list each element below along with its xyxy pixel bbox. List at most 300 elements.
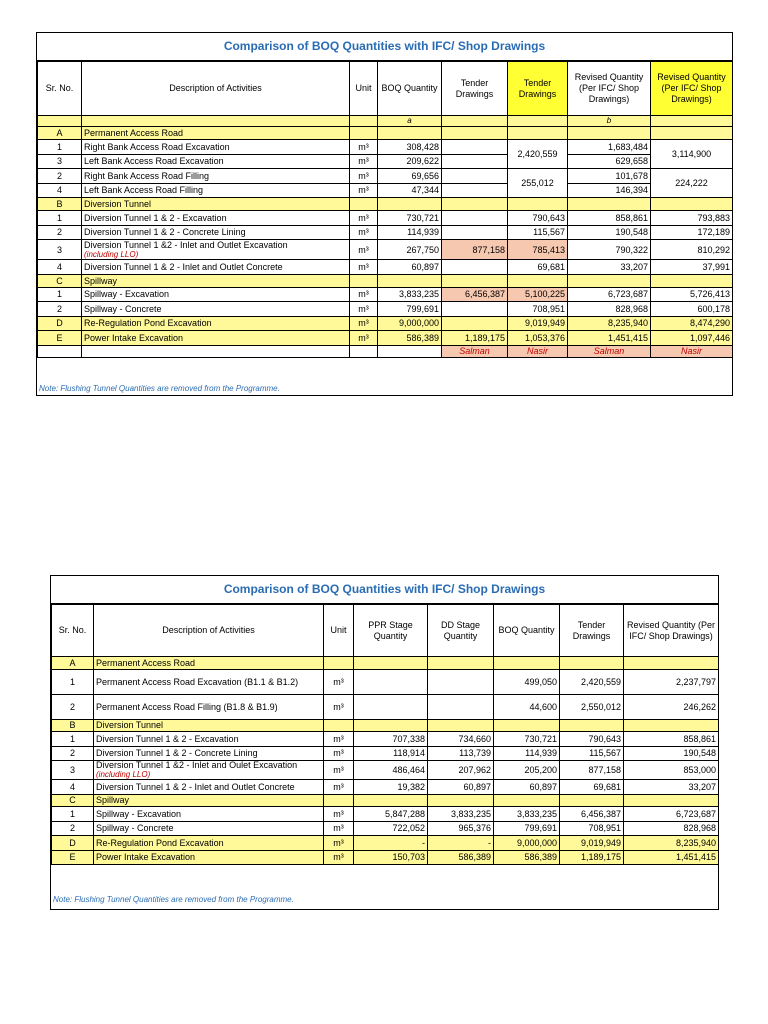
empty-cell xyxy=(508,274,568,287)
table-row xyxy=(52,694,719,719)
col-header: Revised Quantity (Per IFC/ Shop Drawings) xyxy=(624,605,719,657)
tender-drawings: 6,456,387 xyxy=(560,807,624,822)
col-header: Unit xyxy=(324,605,354,657)
activity-text: Spillway - Concrete xyxy=(84,303,162,314)
boq-quantity: 69,656 xyxy=(378,169,442,184)
boq-quantity: 799,691 xyxy=(494,821,560,836)
boq-quantity: 499,050 xyxy=(494,669,560,694)
unit-cell: m³ xyxy=(350,260,378,275)
table-row xyxy=(52,821,719,836)
tender-drawings xyxy=(442,260,508,275)
revised-quantity-2: 600,178 xyxy=(651,302,733,317)
activity-text: Right Bank Access Road Filling xyxy=(84,170,210,181)
activity-description xyxy=(82,169,350,184)
sr-no: 2 xyxy=(38,302,82,317)
dd-stage-quantity: 734,660 xyxy=(428,732,494,747)
ppr-stage-quantity xyxy=(354,694,428,719)
footnote: Note: Flushing Tunnel Quantities are removed from the Programme. xyxy=(53,895,294,904)
empty-cell xyxy=(494,657,560,670)
activity-text: Power Intake Excavation xyxy=(84,332,184,343)
activity-description xyxy=(94,807,324,822)
table-row xyxy=(52,780,719,795)
revised-quantity: 8,235,940 xyxy=(624,836,719,851)
tender-drawings: 115,567 xyxy=(560,746,624,761)
ppr-stage-quantity: 5,847,288 xyxy=(354,807,428,822)
col-letter-a: a xyxy=(378,116,442,127)
table-row xyxy=(52,669,719,694)
boq-quantity: 9,000,000 xyxy=(494,836,560,851)
revised-quantity: 8,235,940 xyxy=(568,316,651,331)
col-header: Sr. No. xyxy=(38,62,82,116)
section-row xyxy=(52,657,719,670)
empty-cell xyxy=(442,127,508,140)
ppr-stage-quantity: 722,052 xyxy=(354,821,428,836)
sr-no: D xyxy=(38,316,82,331)
unit-cell: m³ xyxy=(350,287,378,302)
empty-cell xyxy=(568,198,651,211)
activity-text: Diversion Tunnel 1 & 2 - Inlet and Outlet Concrete xyxy=(84,261,283,272)
sheet-title: Comparison of BOQ Quantities with IFC/ Shop Drawings xyxy=(51,576,718,604)
activity-text: Permanent Access Road Filling (B1.8 & B1.9) xyxy=(96,701,278,712)
boq-quantity: 3,833,235 xyxy=(494,807,560,822)
empty-cell xyxy=(350,127,378,140)
col-header: Description of Activities xyxy=(94,605,324,657)
table-row xyxy=(52,836,719,851)
activity-text: Diversion Tunnel 1 &2 - Inlet and Outlet Excavation xyxy=(84,239,288,250)
activity-description xyxy=(94,746,324,761)
signatory-name: Nasir xyxy=(508,345,568,357)
sr-no: 1 xyxy=(52,669,94,694)
table-row xyxy=(38,260,733,275)
unit-cell: m³ xyxy=(350,331,378,346)
sr-no: 3 xyxy=(38,240,82,260)
table-row xyxy=(52,732,719,747)
boq-quantity: 114,939 xyxy=(378,225,442,240)
tender-drawings-2: 255,012 xyxy=(508,169,568,198)
sr-no: E xyxy=(52,850,94,865)
tender-drawings: 9,019,949 xyxy=(560,836,624,851)
activity-text: Re-Regulation Pond Excavation xyxy=(84,318,212,329)
activity-description xyxy=(82,260,350,275)
dd-stage-quantity xyxy=(428,694,494,719)
sr-no: E xyxy=(38,331,82,346)
signatory-row xyxy=(38,345,733,357)
col-header: PPR Stage Quantity xyxy=(354,605,428,657)
revised-quantity-2: 793,883 xyxy=(651,211,733,226)
tender-drawings: 6,456,387 xyxy=(442,287,508,302)
activity-description xyxy=(82,211,350,226)
tender-drawings-2: 69,681 xyxy=(508,260,568,275)
tender-drawings-2: 1,053,376 xyxy=(508,331,568,346)
boq-quantity: 799,691 xyxy=(378,302,442,317)
activity-text: Re-Regulation Pond Excavation xyxy=(96,837,224,848)
activity-text: Spillway - Concrete xyxy=(96,823,174,834)
empty-cell xyxy=(624,657,719,670)
col-header: Tender Drawings xyxy=(442,62,508,116)
activity-text: Spillway - Excavation xyxy=(84,289,170,300)
boq-quantity: 730,721 xyxy=(378,211,442,226)
empty-cell xyxy=(378,198,442,211)
activity-description xyxy=(82,302,350,317)
boq-quantity: 586,389 xyxy=(494,850,560,865)
boq-comparison-sheet-2 xyxy=(50,575,719,910)
tender-drawings xyxy=(442,225,508,240)
boq-quantity: 205,200 xyxy=(494,761,560,780)
activity-note: (including LLO) xyxy=(96,770,151,779)
tender-drawings: 1,189,175 xyxy=(442,331,508,346)
empty-cell xyxy=(428,657,494,670)
boq-comparison-sheet-1 xyxy=(36,32,733,396)
sr-no: 2 xyxy=(52,746,94,761)
activity-text: Right Bank Access Road Excavation xyxy=(84,141,230,152)
empty-cell xyxy=(651,198,733,211)
table-row xyxy=(52,761,719,780)
unit-cell: m³ xyxy=(350,316,378,331)
activity-description xyxy=(82,316,350,331)
sr-no: 1 xyxy=(38,211,82,226)
empty-cell xyxy=(442,198,508,211)
table-row xyxy=(38,316,733,331)
header-row xyxy=(38,62,733,116)
tender-drawings xyxy=(442,211,508,226)
table-row xyxy=(38,225,733,240)
unit-cell: m³ xyxy=(350,154,378,169)
boq-quantity: 9,000,000 xyxy=(378,316,442,331)
tender-drawings-2: 9,019,949 xyxy=(508,316,568,331)
empty-cell xyxy=(494,794,560,807)
dd-stage-quantity: 113,739 xyxy=(428,746,494,761)
signatory-name: Nasir xyxy=(651,345,733,357)
empty-cell xyxy=(378,345,442,357)
tender-drawings xyxy=(442,169,508,184)
activity-description xyxy=(94,694,324,719)
empty-cell xyxy=(378,274,442,287)
section-row xyxy=(38,127,733,140)
empty-cell xyxy=(651,274,733,287)
table-row xyxy=(52,850,719,865)
boq-quantity: 60,897 xyxy=(494,780,560,795)
revised-quantity: 33,207 xyxy=(624,780,719,795)
activity-note: (including LLO) xyxy=(84,249,139,259)
activity-description xyxy=(82,331,350,346)
section-title: Diversion Tunnel xyxy=(94,719,324,732)
unit-cell: m³ xyxy=(324,746,354,761)
empty-cell xyxy=(624,719,719,732)
activity-text: Left Bank Access Road Filling xyxy=(84,185,204,196)
tender-drawings-2: 115,567 xyxy=(508,225,568,240)
sr-no: 2 xyxy=(52,821,94,836)
unit-cell: m³ xyxy=(324,732,354,747)
signatory-name: Salman xyxy=(442,345,508,357)
boq-quantity: 586,389 xyxy=(378,331,442,346)
tender-drawings xyxy=(442,302,508,317)
revised-quantity: 1,451,415 xyxy=(624,850,719,865)
empty-cell xyxy=(324,794,354,807)
boq-table-2 xyxy=(51,604,719,865)
revised-quantity: 2,237,797 xyxy=(624,669,719,694)
sr-no: 2 xyxy=(38,225,82,240)
sr-no: 3 xyxy=(52,761,94,780)
revised-quantity: 1,451,415 xyxy=(568,331,651,346)
unit-cell: m³ xyxy=(350,240,378,260)
revised-quantity-2: 5,726,413 xyxy=(651,287,733,302)
unit-cell: m³ xyxy=(324,694,354,719)
revised-quantity: 853,000 xyxy=(624,761,719,780)
empty-cell xyxy=(560,794,624,807)
table-row xyxy=(52,807,719,822)
empty-cell xyxy=(324,657,354,670)
empty-cell xyxy=(428,719,494,732)
tender-drawings-2: 790,643 xyxy=(508,211,568,226)
empty-cell xyxy=(560,657,624,670)
empty-cell xyxy=(508,127,568,140)
tender-drawings-2: 2,420,559 xyxy=(508,140,568,169)
table-row xyxy=(38,302,733,317)
revised-quantity: 6,723,687 xyxy=(624,807,719,822)
boq-quantity: 3,833,235 xyxy=(378,287,442,302)
empty-cell xyxy=(568,274,651,287)
revised-quantity-2: 810,292 xyxy=(651,240,733,260)
activity-description xyxy=(82,154,350,169)
revised-quantity: 858,861 xyxy=(624,732,719,747)
tender-drawings: 69,681 xyxy=(560,780,624,795)
boq-quantity: 44,600 xyxy=(494,694,560,719)
sheet-title: Comparison of BOQ Quantities with IFC/ Shop Drawings xyxy=(37,33,732,61)
revised-quantity: 828,968 xyxy=(624,821,719,836)
ppr-stage-quantity: 486,464 xyxy=(354,761,428,780)
boq-quantity: 209,622 xyxy=(378,154,442,169)
dd-stage-quantity: 586,389 xyxy=(428,850,494,865)
unit-cell: m³ xyxy=(350,140,378,155)
tender-drawings xyxy=(442,154,508,169)
activity-description xyxy=(94,669,324,694)
empty-cell xyxy=(354,719,428,732)
col-header: Sr. No. xyxy=(52,605,94,657)
section-title: Permanent Access Road xyxy=(94,657,324,670)
revised-quantity-2: 172,189 xyxy=(651,225,733,240)
sr-no: 4 xyxy=(38,183,82,198)
tender-drawings: 1,189,175 xyxy=(560,850,624,865)
table-row xyxy=(38,183,733,198)
activity-text: Left Bank Access Road Excavation xyxy=(84,156,224,167)
activity-description xyxy=(82,225,350,240)
revised-quantity: 790,322 xyxy=(568,240,651,260)
empty-cell xyxy=(568,127,651,140)
signatory-name: Salman xyxy=(568,345,651,357)
revised-quantity-2: 224,222 xyxy=(651,169,733,198)
table-row xyxy=(38,331,733,346)
table-row xyxy=(52,746,719,761)
dd-stage-quantity: 60,897 xyxy=(428,780,494,795)
table-row xyxy=(38,169,733,184)
unit-cell: m³ xyxy=(324,761,354,780)
empty-cell xyxy=(38,345,82,357)
tender-drawings-2: 5,100,225 xyxy=(508,287,568,302)
activity-description xyxy=(94,836,324,851)
boq-quantity: 47,344 xyxy=(378,183,442,198)
sr-no: 4 xyxy=(52,780,94,795)
activity-description xyxy=(82,183,350,198)
sr-no: 1 xyxy=(52,732,94,747)
section-title: Spillway xyxy=(94,794,324,807)
empty-cell xyxy=(350,274,378,287)
section-row xyxy=(52,719,719,732)
empty-cell xyxy=(428,794,494,807)
empty-cell xyxy=(354,794,428,807)
col-header: Unit xyxy=(350,62,378,116)
ppr-stage-quantity xyxy=(354,669,428,694)
unit-cell: m³ xyxy=(350,302,378,317)
unit-cell: m³ xyxy=(324,807,354,822)
unit-cell: m³ xyxy=(324,836,354,851)
activity-text: Permanent Access Road Excavation (B1.1 & B1.2) xyxy=(96,676,299,687)
col-header: Revised Quantity (Per IFC/ Shop Drawings) xyxy=(651,62,733,116)
activity-description xyxy=(94,761,324,780)
activity-description xyxy=(82,140,350,155)
ppr-stage-quantity: - xyxy=(354,836,428,851)
revised-quantity: 146,394 xyxy=(568,183,651,198)
revised-quantity-2: 37,991 xyxy=(651,260,733,275)
revised-quantity-2: 8,474,290 xyxy=(651,316,733,331)
revised-quantity: 858,861 xyxy=(568,211,651,226)
boq-quantity: 267,750 xyxy=(378,240,442,260)
empty-cell xyxy=(651,127,733,140)
col-header: Description of Activities xyxy=(82,62,350,116)
section-row xyxy=(38,198,733,211)
empty-cell xyxy=(324,719,354,732)
empty-cell xyxy=(494,719,560,732)
tender-drawings: 2,550,012 xyxy=(560,694,624,719)
table-row xyxy=(38,154,733,169)
activity-text: Diversion Tunnel 1 &2 - Inlet and Oulet Excavation xyxy=(96,760,298,770)
sr-no: A xyxy=(52,657,94,670)
revised-quantity: 828,968 xyxy=(568,302,651,317)
revised-quantity-2: 1,097,446 xyxy=(651,331,733,346)
sr-no: 1 xyxy=(52,807,94,822)
tender-drawings-2: 708,951 xyxy=(508,302,568,317)
empty-cell xyxy=(378,127,442,140)
activity-description xyxy=(94,850,324,865)
unit-cell: m³ xyxy=(350,183,378,198)
activity-text: Diversion Tunnel 1 & 2 - Concrete Lining xyxy=(84,227,246,238)
unit-cell: m³ xyxy=(350,225,378,240)
col-header: Tender Drawings xyxy=(560,605,624,657)
unit-cell: m³ xyxy=(324,669,354,694)
empty-cell xyxy=(350,345,378,357)
section-title: Spillway xyxy=(82,274,350,287)
col-header: Tender Drawings xyxy=(508,62,568,116)
revised-quantity: 190,548 xyxy=(568,225,651,240)
dd-stage-quantity: 207,962 xyxy=(428,761,494,780)
sr-no: B xyxy=(38,198,82,211)
section-title: Permanent Access Road xyxy=(82,127,350,140)
dd-stage-quantity: 3,833,235 xyxy=(428,807,494,822)
tender-drawings: 790,643 xyxy=(560,732,624,747)
empty-cell xyxy=(624,794,719,807)
tender-drawings: 2,420,559 xyxy=(560,669,624,694)
table-row xyxy=(38,211,733,226)
header-row xyxy=(52,605,719,657)
table-row xyxy=(38,240,733,260)
tender-drawings: 877,158 xyxy=(442,240,508,260)
revised-quantity: 6,723,687 xyxy=(568,287,651,302)
boq-table-1 xyxy=(37,61,733,358)
sr-no: 1 xyxy=(38,140,82,155)
activity-text: Diversion Tunnel 1 & 2 - Concrete Lining xyxy=(96,748,258,759)
sr-no: D xyxy=(52,836,94,851)
ppr-stage-quantity: 707,338 xyxy=(354,732,428,747)
col-header: BOQ Quantity xyxy=(378,62,442,116)
col-header: DD Stage Quantity xyxy=(428,605,494,657)
col-letter-b: b xyxy=(568,116,651,127)
activity-description xyxy=(82,240,350,260)
col-header: BOQ Quantity xyxy=(494,605,560,657)
section-row xyxy=(52,794,719,807)
empty-cell xyxy=(350,198,378,211)
activity-description xyxy=(82,287,350,302)
section-title: Diversion Tunnel xyxy=(82,198,350,211)
footnote: Note: Flushing Tunnel Quantities are removed from the Programme. xyxy=(39,384,280,393)
unit-cell: m³ xyxy=(350,169,378,184)
tender-drawings xyxy=(442,316,508,331)
sr-no: 2 xyxy=(52,694,94,719)
col-header: Revised Quantity (Per IFC/ Shop Drawings) xyxy=(568,62,651,116)
sr-no: C xyxy=(38,274,82,287)
revised-quantity-2: 3,114,900 xyxy=(651,140,733,169)
unit-cell: m³ xyxy=(324,850,354,865)
empty-cell xyxy=(82,345,350,357)
activity-text: Diversion Tunnel 1 & 2 - Excavation xyxy=(84,212,227,223)
tender-drawings: 877,158 xyxy=(560,761,624,780)
revised-quantity: 101,678 xyxy=(568,169,651,184)
ppr-stage-quantity: 19,382 xyxy=(354,780,428,795)
unit-cell: m³ xyxy=(350,211,378,226)
empty-cell xyxy=(354,657,428,670)
boq-quantity: 114,939 xyxy=(494,746,560,761)
boq-quantity: 308,428 xyxy=(378,140,442,155)
revised-quantity: 246,262 xyxy=(624,694,719,719)
dd-stage-quantity xyxy=(428,669,494,694)
sr-no: 4 xyxy=(38,260,82,275)
unit-cell: m³ xyxy=(324,821,354,836)
sr-no: B xyxy=(52,719,94,732)
revised-quantity: 1,683,484 xyxy=(568,140,651,155)
boq-quantity: 60,897 xyxy=(378,260,442,275)
revised-quantity: 629,658 xyxy=(568,154,651,169)
section-row xyxy=(38,274,733,287)
ppr-stage-quantity: 118,914 xyxy=(354,746,428,761)
empty-cell xyxy=(560,719,624,732)
sr-no: C xyxy=(52,794,94,807)
tender-drawings-2: 785,413 xyxy=(508,240,568,260)
sr-no: 1 xyxy=(38,287,82,302)
tender-drawings xyxy=(442,183,508,198)
tender-drawings: 708,951 xyxy=(560,821,624,836)
revised-quantity: 33,207 xyxy=(568,260,651,275)
dd-stage-quantity: - xyxy=(428,836,494,851)
activity-text: Diversion Tunnel 1 & 2 - Inlet and Outlet Concrete xyxy=(96,781,295,792)
activity-text: Power Intake Excavation xyxy=(96,852,196,863)
activity-description xyxy=(94,821,324,836)
activity-description xyxy=(94,732,324,747)
activity-text: Spillway - Excavation xyxy=(96,808,182,819)
empty-cell xyxy=(508,198,568,211)
unit-cell: m³ xyxy=(324,780,354,795)
revised-quantity: 190,548 xyxy=(624,746,719,761)
tender-drawings xyxy=(442,140,508,155)
activity-description xyxy=(94,780,324,795)
activity-text: Diversion Tunnel 1 & 2 - Excavation xyxy=(96,733,239,744)
